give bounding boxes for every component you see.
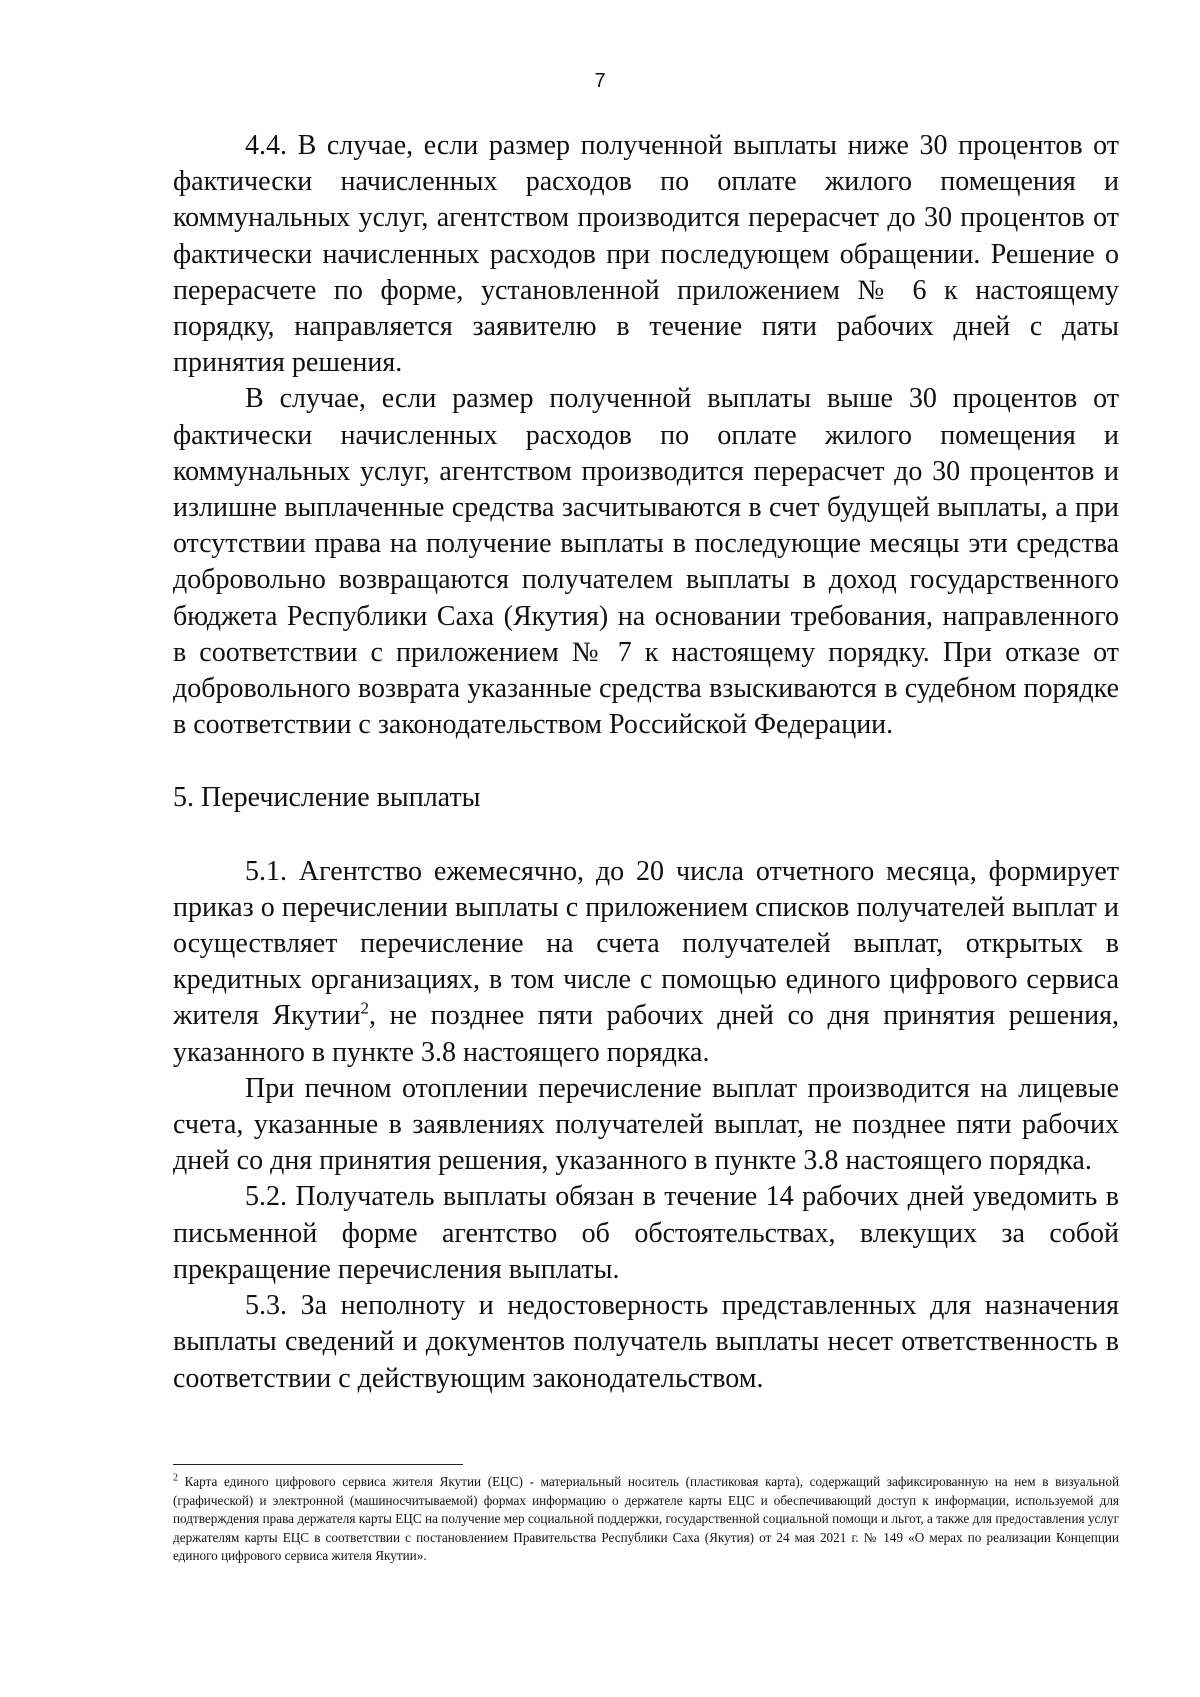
section-heading: 5. Перечисление выплаты (173, 782, 481, 814)
page-number: 7 (594, 70, 606, 92)
document-body (173, 128, 1119, 1397)
footnote-separator (173, 1464, 463, 1465)
paragraph-5-1-text-before: 5.1. Агентство ежемесячно, до 20 числа отчетного месяца, формирует приказ о перечислении выплаты с приложением списков получателей выплат и осуществляет перечисление на счета получателей выплат, открытых в кредитных организациях, в том числе с помощью единого цифрового сервиса жителя Якутии (173, 855, 1119, 1032)
footnote-marker: 2 (173, 1472, 178, 1484)
paragraph-4-4-continued: В случае, если размер полученной выплаты выше 30 процентов от фактически начисленных расходов по оплате жилого помещения и коммунальных услуг, агентством производится перерасчет до 30 процентов и излишне выплаченные средства засчитываются в счет будущей выплаты, а при отсутствии права на получение выплаты в последующие месяцы эти средства добровольно возвращаются получателем выплаты в доход государственного бюджета Республики Саха (Якутия) на основании требования, направленного в соответствии с приложением № 7 к настоящему порядку. При отказе от добровольного возврата указанные средства взыскиваются в судебном порядке в соответствии с законодательством Российской Федерации. (173, 383, 1119, 741)
paragraph-5-1-continued: При печном отоплении перечисление выплат производится на лицевые счета, указанные в заявлениях получателей выплат, не позднее пяти рабочих дней со дня принятия решения, указанного в пункте 3.8 настоящего порядка. (173, 1072, 1119, 1177)
paragraph-4-4: 4.4. В случае, если размер полученной выплаты ниже 30 процентов от фактически начисленных расходов по оплате жилого помещения и коммунальных услуг, агентством производится перерасчет до 30 процентов от фактически начисленных расходов при последующем обращении. Решение о перерасчете по форме, установленной приложением № 6 к настоящему порядку, направляется заявителю в течение пяти рабочих дней с даты принятия решения. (173, 130, 1119, 379)
paragraph-5-2: 5.2. Получатель выплаты обязан в течение 14 рабочих дней уведомить в письменной форме агентство об обстоятельствах, влекущих за собой прекращение перечисления выплаты. (173, 1181, 1119, 1285)
paragraph-5-3: 5.3. За неполноту и недостоверность представленных для назначения выплаты сведений и документов получатель выплаты несет ответственность в соответствии с действующим законодательством. (173, 1290, 1119, 1394)
paragraph-5-1-text-after: , не позднее пяти рабочих дней со дня принятия решения, указанного в пункте 3.8 настоящего порядка. (173, 1000, 1120, 1068)
paragraph-5-1 (173, 854, 1119, 1071)
footnote-text: Карта единого цифрового сервиса жителя Якутии (ЕЦС) - материальный носитель (пластиковая карта), содержащий зафиксированную на нем в визуальной (графической) и электронной (машиносчитываемой) формах информацию о держателе карты ЕЦС и обеспечивающий доступ к информации, используемой для подтверждения права держателя карты ЕЦС на получение мер социальной поддержки, государственной социальной помощи и льгот, а также для предоставления услуг держателям карты ЕЦС в соответствии с постановлением Правительства Республики Саха (Якутия) от 24 мая 2021 г. № 149 «О мерах по реализации Концепции единого цифрового сервиса жителя Якутии». (173, 1474, 1119, 1564)
footnote (173, 1473, 1119, 1566)
footnote-reference[interactable]: 2 (360, 999, 370, 1019)
